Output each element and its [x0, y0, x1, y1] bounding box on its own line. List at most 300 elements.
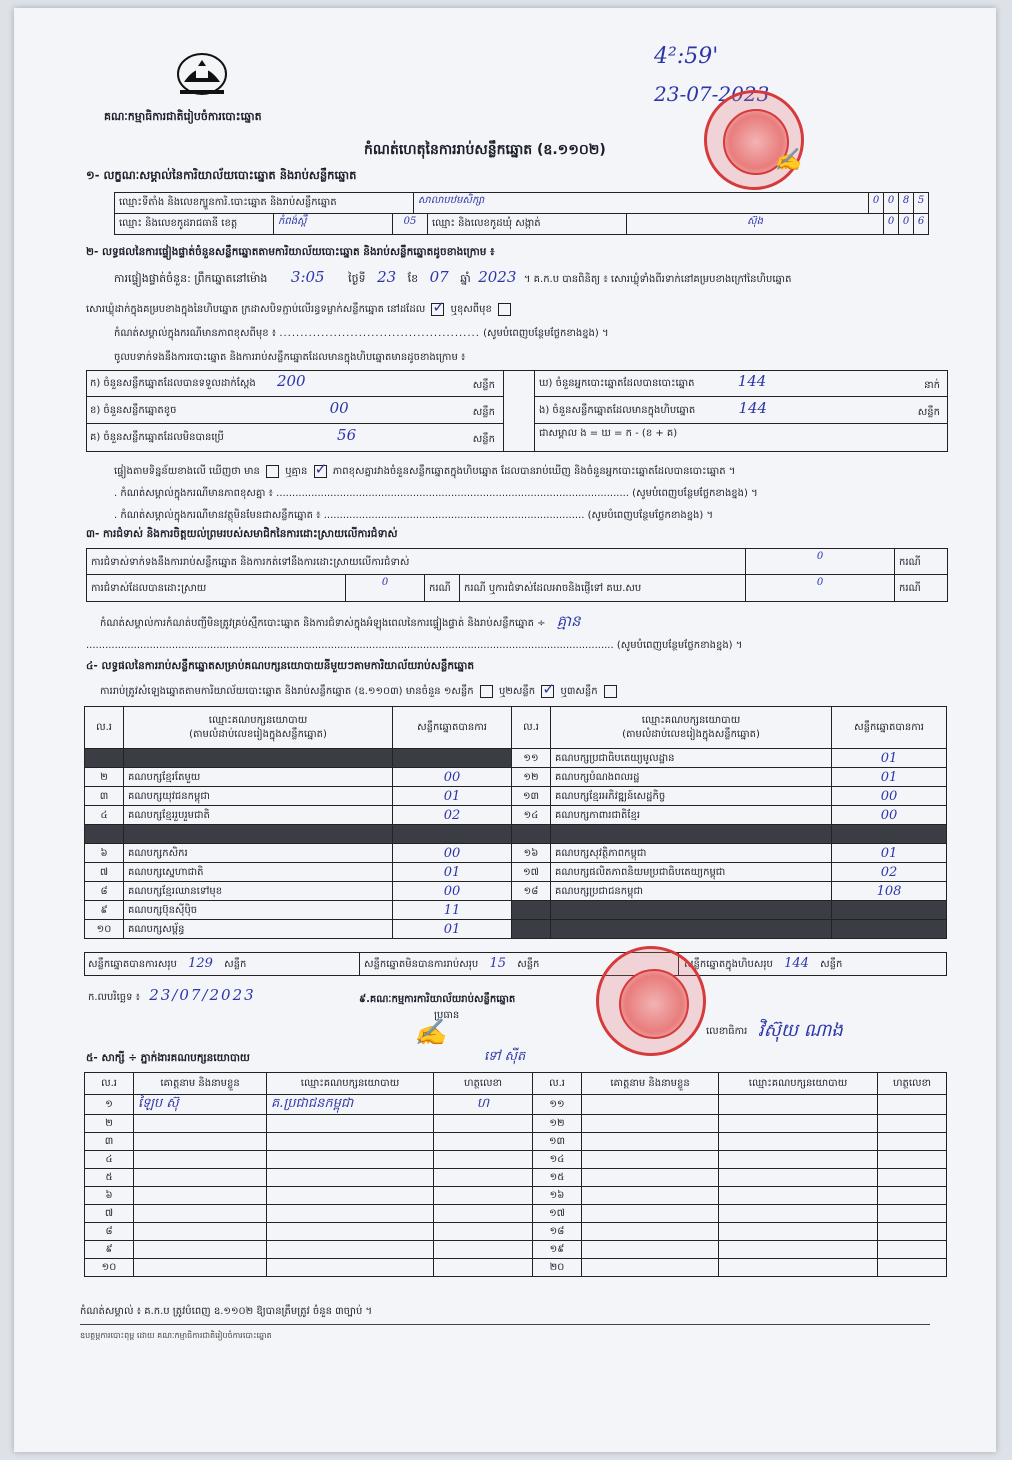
ballots-in-box-row — [534, 397, 948, 424]
province-value: កំពង់ស្ពឺ — [273, 213, 393, 235]
witness-name — [134, 1205, 267, 1223]
row-number: ១៦ — [512, 844, 551, 863]
total-invalid — [364, 956, 539, 972]
party-name — [124, 749, 393, 768]
witness-row — [85, 1133, 947, 1151]
witness-name — [134, 1115, 267, 1133]
secretary-name: វិស៊ុយ ណាង — [758, 1020, 843, 1041]
seal-changed-checkbox[interactable] — [498, 303, 511, 316]
witness-name — [134, 1259, 267, 1277]
party-name: គណបក្សប៊ុនស៊ីប៉ិច — [124, 901, 393, 920]
party-votes: 11 — [393, 901, 512, 920]
witness-party — [267, 1169, 434, 1187]
unit-label: សន្លឹក — [472, 434, 495, 445]
witness-col-sign: ហត្ថលេខា — [878, 1073, 947, 1095]
row-number: ៨ — [85, 882, 124, 901]
station-code-digit: 5 — [913, 192, 929, 214]
ballots-spoiled-row — [86, 397, 504, 424]
witness-number: ៥ — [85, 1169, 134, 1187]
witness-signature — [878, 1169, 947, 1187]
witness-row — [85, 1151, 947, 1169]
witness-party — [267, 1187, 434, 1205]
objection-row2-label2: ករណី ឬការជំទាស់ដែលអាចនិងផ្ញើទៅ គឃ.សប — [459, 574, 746, 602]
party-name: គណបក្សស្នេហាជាតិ — [124, 863, 393, 882]
witness-name — [582, 1169, 719, 1187]
party-votes: 00 — [393, 844, 512, 863]
witness-signature — [878, 1259, 947, 1277]
discrepancy-note-hint: (សូមបំពេញបន្ថែមថ្លែកខាងខ្នង) ។ — [632, 488, 758, 499]
handwritten-date: 23-07-2023 — [654, 82, 770, 106]
left-party-row — [85, 787, 512, 806]
col-party-subtitle: (តាមលំដាប់លេខរៀងក្នុងសន្លឹកឆ្នោត) — [622, 728, 760, 740]
row-number — [512, 920, 551, 939]
party-name — [551, 825, 832, 844]
foreign-object-hint: (សូមបំពេញបន្ថែមថ្លែកខាងខ្នង) ។ — [587, 510, 714, 521]
witness-signature — [878, 1223, 947, 1241]
polling-station-value: សាលាបឋមសិក្សា — [413, 192, 869, 214]
witness-number: ១៤ — [533, 1151, 582, 1169]
witness-signature — [878, 1095, 947, 1115]
org-name: គណៈកម្មាធិការជាតិរៀបចំការបោះឆ្នោត — [104, 110, 262, 123]
row-number — [85, 749, 124, 768]
month-value: 07 — [429, 268, 449, 286]
verification-time: 3:05 — [290, 268, 325, 286]
section5-heading: ៥- សាក្សី ÷ ភ្នាក់ងារគណបក្សនយោបាយ — [86, 1052, 250, 1064]
formula-row — [534, 424, 948, 452]
witness-name — [582, 1133, 719, 1151]
left-party-row — [85, 825, 512, 844]
tally-sheet-line — [100, 684, 620, 699]
discrepancy-note: . កំណត់សម្គាល់ក្នុងករណីមានភាពខុសគ្នា ៖ ............................................................................................................... (សូមបំពេញបន្ថែមថ្លែកខាងខ្នង) ។ — [114, 488, 758, 499]
signature-top: ✍ — [774, 148, 802, 173]
row-number: ៦ — [85, 844, 124, 863]
voters-value: 144 — [737, 372, 767, 390]
witness-col-party: ឈ្មោះគណបក្សនយោបាយ — [719, 1073, 878, 1095]
ballots-received-row — [86, 370, 504, 397]
right-party-row — [512, 825, 947, 844]
witness-number: ៦ — [85, 1187, 134, 1205]
witness-party: គ.ប្រជាជនកម្ពុជា — [267, 1095, 434, 1115]
witness-signature — [434, 1169, 533, 1187]
discrepancy-mid: ឬគ្មាន — [285, 466, 308, 477]
total-box-label: សន្លឹកឆ្នោតក្នុងហិបសរុប — [684, 959, 773, 970]
row-number — [512, 901, 551, 920]
party-votes: 00 — [393, 882, 512, 901]
witness-number: ១៨ — [533, 1223, 582, 1241]
verification-post: ។ គ.ក.ប បានពិនិត្យ ៖ សោរឃ្លុំទាំងពីរទាក់នៅគម្របខាងក្រៅនៃហិបឆ្នោត — [523, 274, 792, 285]
ballot-intro: ចូលបទាក់ទងនឹងការបោះឆ្នោត និងការរាប់សន្លឹកឆ្នោតដែលមានក្នុងហិបឆ្នោតមានដូចខាងក្រោម ៖ — [114, 352, 466, 363]
witness-number: ១៥ — [533, 1169, 582, 1187]
tally-one-sheet-checkbox[interactable] — [480, 685, 493, 698]
party-name: គណបក្សយុវជនកម្ពុជា — [124, 787, 393, 806]
party-name: គណបក្សបំណងពលរដ្ឋ — [551, 768, 832, 787]
case-unit: ករណី — [894, 548, 948, 575]
commune-code-digit: 0 — [883, 213, 899, 235]
party-name: គណបក្សសម្ព័ន្ធ — [124, 920, 393, 939]
section3-heading: ៣- ការជំទាស់ និងការចិត្តយល់ព្រមរបស់សមាជិកនៃការដោះស្រាយលើការជំទាស់ — [86, 528, 398, 540]
section1-heading: ១- លក្ខណៈសម្គាល់នៃការិយាល័យបោះឆ្នោត និងរាប់សន្លឹកឆ្នោត — [86, 168, 357, 182]
day-label: ថ្ងៃទី — [348, 272, 366, 285]
col-votes-header: សន្លឹកឆ្នោតបានការ — [393, 707, 512, 749]
form-title: កំណត់ហេតុនៃការរាប់សន្លឹកឆ្នោត (ឧ.១១០២) — [364, 142, 606, 158]
witness-col-no: ល.រ — [85, 1073, 134, 1095]
total-valid-label: សន្លឹកឆ្នោតបានការសរុប — [88, 959, 177, 970]
party-votes: 02 — [393, 806, 512, 825]
province-label: ឈ្មោះ និងលេខកូដរាជធានី ខេត្ត — [114, 213, 274, 235]
right-party-row — [512, 920, 947, 939]
discrepancy-yes-checkbox[interactable] — [266, 465, 279, 478]
party-votes: 00 — [393, 768, 512, 787]
objection-row2-value: 0 — [345, 574, 425, 602]
right-party-row — [512, 901, 947, 920]
footer-divider — [80, 1324, 930, 1325]
row-number: ១៤ — [512, 806, 551, 825]
witness-signature — [878, 1241, 947, 1259]
witness-col-party: ឈ្មោះគណបក្សនយោបាយ — [267, 1073, 434, 1095]
row-number: ១១ — [512, 749, 551, 768]
seal-changed-label: ឬខុសពីមុខ — [450, 304, 492, 315]
party-name: គណបក្សប្រជាធិបតេយ្យមូលដ្ឋាន — [551, 749, 832, 768]
form-page — [14, 8, 996, 1452]
voters-row — [534, 370, 948, 397]
party-name: គណបក្សកាពារជាតិខ្មែរ — [551, 806, 832, 825]
witness-number: ៧ — [85, 1205, 134, 1223]
tally-two-label: ឬ២សន្លឹក — [498, 686, 536, 697]
total-valid-value: 129 — [188, 956, 213, 971]
witness-number: ១០ — [85, 1259, 134, 1277]
row-number: ១៧ — [512, 863, 551, 882]
witness-signature — [434, 1151, 533, 1169]
seal-intact-checkbox[interactable] — [431, 303, 444, 316]
witness-number: ១៣ — [533, 1133, 582, 1151]
commune-label: ឈ្មោះ និងលេខកូដឃុំ សង្កាត់ — [427, 213, 627, 235]
station-code-digit: 8 — [898, 192, 914, 214]
section4-heading: ៤- លទ្ធផលនៃការរាប់សន្លឹកឆ្នោតសម្រាប់គណបក្សនយោបាយនីមួយៗតាមការិយាល័យរាប់សន្លឹកឆ្នោត — [86, 660, 475, 672]
objection-note — [100, 612, 581, 634]
witness-signature — [434, 1241, 533, 1259]
total-box — [684, 956, 842, 972]
witness-name — [582, 1187, 719, 1205]
verification-line — [114, 268, 791, 288]
witness-name — [582, 1241, 719, 1259]
station-code-digit: 0 — [883, 192, 899, 214]
witness-row — [85, 1205, 947, 1223]
witness-col-name: គោត្តនាម និងនាមខ្លួន — [134, 1073, 267, 1095]
witness-signature — [878, 1115, 947, 1133]
right-party-row — [512, 768, 947, 787]
diff-note-hint: (សូមបំពេញបន្ថែមថ្លែកខាងខ្នង) ។ — [483, 328, 609, 339]
row-number: ៤ — [85, 806, 124, 825]
foreign-object-note: . កំណត់សម្គាល់ក្នុងករណីមានវត្ថុមិនមែនជាសន្លឹកឆ្នោត ៖ .................................................................................. (សូមបំពេញបន្ថែមថ្លែកខាងខ្នង) ។ — [114, 510, 714, 521]
left-party-row — [85, 806, 512, 825]
witness-table — [84, 1072, 947, 1277]
official-stamp-bottom — [596, 946, 706, 1056]
unit-label: សន្លឹក — [472, 380, 495, 391]
foreign-object-label: . កំណត់សម្គាល់ក្នុងករណីមានវត្ថុមិនមែនជាសន្លឹកឆ្នោត ៖ — [114, 510, 321, 521]
right-party-row — [512, 844, 947, 863]
witness-party — [719, 1115, 878, 1133]
col-votes-header: សន្លឹកឆ្នោតបានការ — [832, 707, 947, 749]
objection-note-value: គ្មាន — [556, 612, 581, 630]
witness-number: ១៩ — [533, 1241, 582, 1259]
results-table-left — [84, 706, 512, 939]
tally-sheet-pre: ការរាប់ត្រូវសំឡេងឆ្នោតតាមការិយាល័យបោះឆ្នោត និងរាប់សន្លឹកឆ្នោត (ឧ.១១០៣) មានចំនួន ១សន្លឹក — [100, 686, 474, 697]
witness-signature — [434, 1187, 533, 1205]
witness-col-sign: ហត្ថលេខា — [434, 1073, 533, 1095]
party-votes — [393, 749, 512, 768]
witness-party — [719, 1259, 878, 1277]
year-label: ឆ្នាំ — [460, 272, 471, 285]
witness-row — [85, 1223, 947, 1241]
chair-name: ទៅ ស៊ីត — [484, 1049, 526, 1064]
witness-signature — [878, 1133, 947, 1151]
witness-name — [582, 1223, 719, 1241]
witness-party — [719, 1241, 878, 1259]
seal-line — [86, 302, 514, 317]
col-party-subtitle: (តាមលំដាប់លេខរៀងក្នុងសន្លឹកឆ្នោត) — [189, 728, 327, 740]
party-name: គណបក្សខ្មែររួបរួមជាតិ — [124, 806, 393, 825]
objection-row2-value2: 0 — [745, 574, 895, 602]
ballots-spoiled-value: 00 — [329, 399, 349, 417]
objection-note-label: កំណត់សម្គាល់ការកំណត់បញ្ជីមិនត្រូវគ្រប់ស្មឹកបោះឆ្នោត និងការជំទាស់ក្នុងអំឡុងពេលនៃការផ្ទៀងផ្ទាត់ និងរាប់សន្លឹកឆ្នោត ÷ — [100, 618, 546, 629]
secretary-label: លេខាធិការ — [706, 1026, 748, 1037]
witness-number: ១១ — [533, 1095, 582, 1115]
witness-number: ១ — [85, 1095, 134, 1115]
witness-signature — [434, 1133, 533, 1151]
witness-signature — [434, 1259, 533, 1277]
row-number: ១០ — [85, 920, 124, 939]
right-party-row — [512, 749, 947, 768]
official-stamp-top — [704, 90, 804, 190]
party-name: គណបក្សខ្មែរឈានទៅមុខ — [124, 882, 393, 901]
party-votes: 00 — [832, 806, 947, 825]
witness-party — [719, 1095, 878, 1115]
witness-row — [85, 1169, 947, 1187]
witness-number: ៨ — [85, 1223, 134, 1241]
party-votes — [832, 901, 947, 920]
party-votes: 01 — [393, 863, 512, 882]
witness-name — [134, 1241, 267, 1259]
witness-party — [719, 1187, 878, 1205]
signing-date — [88, 986, 256, 1005]
totals-divider — [359, 952, 360, 976]
station-code-digit: 0 — [868, 192, 884, 214]
row-number: ១២ — [512, 768, 551, 787]
witness-party — [267, 1151, 434, 1169]
total-box-value: 144 — [784, 956, 809, 971]
party-votes: 01 — [832, 844, 947, 863]
witness-row — [85, 1115, 947, 1133]
party-name: គណបក្សសុវត្ថិភាពកម្ពុជា — [551, 844, 832, 863]
row-number: ៩ — [85, 901, 124, 920]
commune-code-digit: 6 — [913, 213, 929, 235]
total-invalid-label: សន្លឹកឆ្នោតមិនបានការរាប់សរុប — [364, 959, 479, 970]
signing-date-label: ក.លបរិច្ឆេទ ៖ — [88, 992, 141, 1003]
witness-signature — [434, 1115, 533, 1133]
witness-number: ២ — [85, 1115, 134, 1133]
witness-number: ២០ — [533, 1259, 582, 1277]
left-party-row — [85, 768, 512, 787]
party-name: គណបក្សកសិករ — [124, 844, 393, 863]
party-name — [551, 920, 832, 939]
day-value: 23 — [377, 268, 397, 286]
witness-party — [267, 1205, 434, 1223]
witness-party — [267, 1223, 434, 1241]
section2-heading: ២- លទ្ធផលនៃការផ្ទៀងផ្ទាត់ចំនួនសន្លឹកឆ្នោតតាមការិយាល័យបោះឆ្នោត និងរាប់សន្លឹកឆ្នោតដូចខាងក្រោម ៖ — [86, 246, 495, 258]
discrepancy-pre: ផ្ទៀងតាមទិន្នន័យខាងលើ ឃើញថា មាន — [114, 466, 260, 477]
left-party-row — [85, 863, 512, 882]
month-label: ខែ — [407, 272, 419, 285]
witness-name — [134, 1151, 267, 1169]
witness-name — [582, 1095, 719, 1115]
witness-name — [582, 1115, 719, 1133]
witness-signature — [434, 1205, 533, 1223]
party-name: គណបក្សប្រជាជនកម្ពុជា — [551, 882, 832, 901]
discrepancy-no-checkbox[interactable] — [314, 465, 327, 478]
witness-name — [134, 1133, 267, 1151]
party-votes — [832, 920, 947, 939]
party-votes: 01 — [832, 768, 947, 787]
ballots-spoiled-label: ខ) ចំនួនសន្លឹកឆ្នោតខូច — [90, 405, 177, 416]
formula-text: ជាសម្គាល ង = ឃ = ក - (ខ + គ) — [539, 428, 678, 439]
witness-signature: ហ — [434, 1095, 533, 1115]
chair-signature: ✍ — [414, 1018, 447, 1048]
ballots-in-box-value: 144 — [738, 399, 768, 417]
witness-name — [134, 1169, 267, 1187]
voters-label: ឃ) ចំនួនអ្នកបោះឆ្នោតដែលបានបោះឆ្នោត — [539, 378, 695, 389]
unit-label: សន្លឹក — [517, 959, 540, 970]
left-party-row — [85, 882, 512, 901]
ballots-received-value: 200 — [276, 372, 306, 390]
witness-signature — [878, 1205, 947, 1223]
witness-signature — [878, 1187, 947, 1205]
ballots-unused-value: 56 — [337, 426, 357, 444]
witness-name — [582, 1151, 719, 1169]
witness-name: ឡៃប ស៊ុ — [134, 1095, 267, 1115]
results-table-right — [511, 706, 947, 939]
verification-time-label: ការផ្ទៀងផ្ទាត់ចំនួន: ព្រឹកឆ្នោតនៅម៉ោង — [114, 272, 268, 285]
party-votes — [393, 825, 512, 844]
witness-col-no: ល.រ — [533, 1073, 582, 1095]
unit-label: សន្លឹក — [472, 407, 495, 418]
party-name — [124, 825, 393, 844]
witness-name — [134, 1223, 267, 1241]
witness-party — [719, 1151, 878, 1169]
voters-unit: នាក់ — [924, 380, 940, 391]
left-party-row — [85, 920, 512, 939]
party-name: គណបក្សផលិតភាពនិយមប្រជាធិបតេយ្យកម្ពុជា — [551, 863, 832, 882]
committee-label: ៩.គណៈកម្មការការិយាល័យរាប់សន្លឹកឆ្នោត — [359, 994, 516, 1005]
row-number: ២ — [85, 768, 124, 787]
case-unit: ករណី — [894, 574, 948, 602]
nec-logo — [174, 52, 230, 100]
province-code: 05 — [392, 213, 428, 235]
witness-party — [719, 1133, 878, 1151]
party-votes: 01 — [832, 749, 947, 768]
row-number — [512, 825, 551, 844]
discrepancy-line — [114, 464, 735, 479]
left-party-row — [85, 901, 512, 920]
witness-number: ១៧ — [533, 1205, 582, 1223]
col-party-header — [124, 707, 393, 749]
commune-value: ស៊ុង — [626, 213, 884, 235]
row-number: ១៨ — [512, 882, 551, 901]
diff-note-label: កំណត់សម្គាល់ក្នុងករណីមានភាពខុសពីមុខ ៖ — [114, 328, 277, 339]
footer-note: កំណត់សម្គាល់ ៖ គ.ក.ប ត្រូវបំពេញ ឧ.១១០២ ឱ្យបានត្រឹមត្រូវ ចំនួន ៣ច្បាប់ ។ — [80, 1306, 373, 1317]
witness-row — [85, 1259, 947, 1277]
witness-number: ៤ — [85, 1151, 134, 1169]
total-valid — [88, 956, 246, 972]
objection-row1-label: ការជំទាស់ទាក់ទងនឹងការរាប់សន្លឹកឆ្នោត និងការកត់ទៅនឹងការដោះស្រាយលើការជំទាស់ — [86, 548, 746, 575]
left-party-row — [85, 749, 512, 768]
witness-party — [267, 1115, 434, 1133]
party-votes — [832, 825, 947, 844]
diff-note-line: កំណត់សម្គាល់ក្នុងករណីមានភាពខុសពីមុខ ៖ ................................................ (សូមបំពេញបន្ថែមថ្លែកខាងខ្នង) ។ — [114, 328, 609, 339]
ballots-received-label: ក) ចំនួនសន្លឹកឆ្នោតដែលបានទទួលដាក់ស្តែង — [90, 378, 256, 389]
party-name: គណបក្សខ្មែរតែមួយ — [124, 768, 393, 787]
witness-party — [719, 1223, 878, 1241]
right-party-row — [512, 882, 947, 901]
witness-number: ១២ — [533, 1115, 582, 1133]
col-party-header — [551, 707, 832, 749]
row-number: ៧ — [85, 863, 124, 882]
commune-code-digit: 0 — [898, 213, 914, 235]
left-party-row — [85, 844, 512, 863]
tally-three-label: ឬ៣សន្លឹក — [560, 686, 598, 697]
witness-name — [582, 1259, 719, 1277]
unit-label: សន្លឹក — [917, 407, 940, 418]
witness-party — [267, 1259, 434, 1277]
party-votes: 02 — [832, 863, 947, 882]
tally-three-sheet-checkbox[interactable] — [604, 685, 617, 698]
case-unit: ករណី — [424, 574, 460, 602]
witness-number: ១៦ — [533, 1187, 582, 1205]
witness-col-name: គោត្តនាម និងនាមខ្លួន — [582, 1073, 719, 1095]
col-party-title: ឈ្មោះគណបក្សនយោបាយ — [641, 714, 741, 726]
party-votes: 108 — [832, 882, 947, 901]
party-votes: 00 — [832, 787, 947, 806]
unit-label: សន្លឹក — [820, 959, 843, 970]
discrepancy-post: ភាពខុសគ្នារវាងចំនួនសន្លឹកឆ្នោតក្នុងហិបឆ្នោត ដែលបានរាប់ឃើញ និងចំនួនអ្នកបោះឆ្នោតដែលបានបោះឆ្នោត ។ — [332, 466, 736, 477]
witness-party — [267, 1133, 434, 1151]
discrepancy-note-label: . កំណត់សម្គាល់ក្នុងករណីមានភាពខុសគ្នា ៖ — [114, 488, 273, 499]
unit-label: សន្លឹក — [224, 959, 247, 970]
total-invalid-value: 15 — [489, 956, 506, 971]
objection-note-dots: ...................................................................................................................................................................... (សូមបំពេញបន្ថែមថ្លែកខាងខ្នង) ។ — [86, 640, 743, 651]
witness-party — [719, 1205, 878, 1223]
witness-number: ៩ — [85, 1241, 134, 1259]
tally-two-sheet-checkbox[interactable] — [541, 685, 554, 698]
row-number — [85, 825, 124, 844]
witness-party — [719, 1169, 878, 1187]
chair-label: ប្រធាន — [434, 1010, 460, 1021]
col-no-header: ល.រ — [85, 707, 124, 749]
witness-signature — [434, 1223, 533, 1241]
witness-row — [85, 1187, 947, 1205]
polling-station-label: ឈ្មោះទីតាំង និងលេខក្បួនការិ.បោះឆ្នោត និងរាប់សន្លឹកឆ្នោត — [114, 192, 414, 214]
objection-note-hint: (សូមបំពេញបន្ថែមថ្លែកខាងខ្នង) ។ — [616, 640, 743, 651]
party-votes: 01 — [393, 787, 512, 806]
witness-row — [85, 1241, 947, 1259]
col-no-header: ល.រ — [512, 707, 551, 749]
ballots-in-box-label: ង) ចំនួនសន្លឹកឆ្នោតដែលមានក្នុងហិបឆ្នោត — [539, 405, 696, 416]
signing-date-value: 23/07/2023 — [149, 986, 256, 1004]
row-number: ៣ — [85, 787, 124, 806]
footer-bottom-line: ឧបត្ថម្ភការបោះពុម្ព ដោយ គណៈកម្មាធិការជាតិរៀបចំការបោះឆ្នោត — [80, 1331, 272, 1340]
year-value: 2023 — [478, 268, 517, 286]
witness-party — [267, 1241, 434, 1259]
right-party-row — [512, 806, 947, 825]
